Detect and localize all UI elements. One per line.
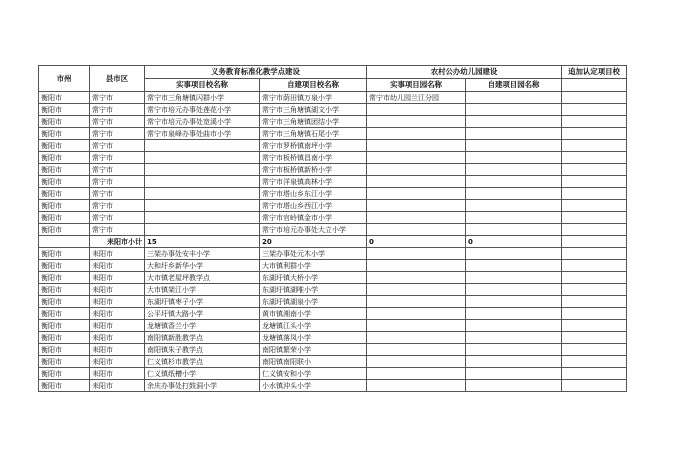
table-cell: 耒阳市 [90,284,145,296]
table-cell: 衡阳市 [39,104,90,116]
table-cell: 东湖圩镇湖泉小学 [260,296,367,308]
table-cell: 衡阳市 [39,152,90,164]
table-cell [145,152,260,164]
table-cell: 衡阳市 [39,380,90,392]
table-row [39,368,627,380]
table-cell: 15 [145,236,260,248]
table-cell [562,284,627,296]
table-cell: 常宁市三角塘镇闪群小学 [145,92,260,104]
table-row [39,200,627,212]
table-cell: 常宁市 [90,212,145,224]
table-cell [562,128,627,140]
table-cell [466,224,562,236]
table-row [39,332,627,344]
table-cell [562,224,627,236]
table-row [39,308,627,320]
table-cell [466,260,562,272]
table-cell: 常宁市板桥镇新桥小学 [260,164,367,176]
table-cell: 常宁市 [90,224,145,236]
table-cell [562,260,627,272]
table-cell [367,380,466,392]
table-cell: 常宁市幼儿园兰江分园 [367,92,466,104]
table-row [39,188,627,200]
table-cell: 龙塘镇香兰小学 [145,320,260,332]
table-cell: 大市镇架江小学 [145,284,260,296]
table-cell: 大市镇老屋坪教学点 [145,272,260,284]
table-cell [562,152,627,164]
table-cell: 三架办事处安丰小学 [145,248,260,260]
table-cell [466,332,562,344]
table-cell [562,272,627,284]
table-cell [466,296,562,308]
table-cell: 衡阳市 [39,332,90,344]
table-cell: 常宁市塔山乡东江小学 [260,188,367,200]
table-row [39,224,627,236]
table-cell: 常宁市 [90,176,145,188]
table-cell: 常宁市三角塘镇湖文小学 [260,104,367,116]
table-cell [367,248,466,260]
table-cell: 东湖圩镇大桥小学 [260,272,367,284]
table-cell: 衡阳市 [39,188,90,200]
table-cell: 衡阳市 [39,272,90,284]
table-cell: 常宁市 [90,188,145,200]
table-cell [466,368,562,380]
table-cell [145,164,260,176]
table-cell: 耒阳市 [90,308,145,320]
table-cell: 东湖圩镇枣子小学 [145,296,260,308]
header-practical-kg: 实事项目园名称 [367,79,466,92]
table-cell: 常宁市 [90,164,145,176]
table-cell [562,248,627,260]
table-row [39,140,627,152]
table-cell: 耒阳市 [90,272,145,284]
header-group-additional: 追加认定项目校 [562,66,627,79]
table-cell [562,176,627,188]
table-cell: 常宁市洋泉镇高林小学 [260,176,367,188]
table-cell: 常宁市 [90,128,145,140]
table-cell: 东湖圩镇湖唯小学 [260,284,367,296]
table-cell [562,188,627,200]
header-self-school: 自建项目校名称 [260,79,367,92]
table-cell: 常宁市板桥镇昌南小学 [260,152,367,164]
table-cell: 常宁市培元办事处大立小学 [260,224,367,236]
table-cell [145,140,260,152]
table-cell [367,188,466,200]
table-row [39,248,627,260]
table-cell [145,176,260,188]
table-cell [367,128,466,140]
table-cell: 衡阳市 [39,164,90,176]
table-cell [562,356,627,368]
table-cell: 常宁市荫田镇万泉小学 [260,92,367,104]
table-row [39,380,627,392]
table-cell [367,368,466,380]
table-row [39,128,627,140]
table-cell: 小水镇沖头小学 [260,380,367,392]
table-cell: 衡阳市 [39,368,90,380]
table-cell [367,320,466,332]
table-cell: 耒阳市 [90,344,145,356]
table-row [39,320,627,332]
table-cell [367,212,466,224]
table-cell [145,188,260,200]
table-row [39,344,627,356]
table-row [39,212,627,224]
table-cell: 衡阳市 [39,284,90,296]
header-additional-blank [562,79,627,92]
table-cell [367,308,466,320]
table-row [39,176,627,188]
table-cell [367,272,466,284]
table-cell: 常宁市泉峰办事处曲市小学 [145,128,260,140]
table-cell: 常宁市官岭镇金市小学 [260,212,367,224]
table-cell [466,128,562,140]
table-cell [466,188,562,200]
table-cell [562,140,627,152]
table-cell [562,368,627,380]
table-cell [562,344,627,356]
project-table [38,65,627,392]
header-city: 市州 [39,66,90,92]
table-cell [466,116,562,128]
table-cell: 耒阳市 [90,260,145,272]
table-cell [367,260,466,272]
table-cell: 耒阳市 [90,320,145,332]
table-row [39,272,627,284]
table-cell [562,116,627,128]
table-cell: 衡阳市 [39,212,90,224]
table-cell: 黄市镇湘南小学 [260,308,367,320]
table-cell: 仁义镇杉市教学点 [145,356,260,368]
table-cell: 常宁市 [90,116,145,128]
table-cell: 衡阳市 [39,260,90,272]
table-cell [562,332,627,344]
table-cell [562,104,627,116]
table-cell: 常宁市三角塘镇石尾小学 [260,128,367,140]
table-cell [145,212,260,224]
table-cell: 衡阳市 [39,320,90,332]
table-cell: 大市镇利群小学 [260,260,367,272]
table-cell [145,200,260,212]
header-self-kg: 自建项目园名称 [466,79,562,92]
table-cell: 大和圩乡新华小学 [145,260,260,272]
table-row [39,284,627,296]
table-cell [466,164,562,176]
table-cell: 衡阳市 [39,116,90,128]
table-cell [466,380,562,392]
table-row [39,164,627,176]
table-cell [367,152,466,164]
table-cell: 龙塘镇江头小学 [260,320,367,332]
table-cell [562,200,627,212]
table-cell: 衡阳市 [39,92,90,104]
table-cell: 耒阳市 [90,248,145,260]
table-cell [466,272,562,284]
table-cell [466,308,562,320]
table-cell [466,320,562,332]
table-row [39,152,627,164]
table-cell [562,320,627,332]
table-cell [367,224,466,236]
table-cell: 南阳镇新胜教学点 [145,332,260,344]
table-cell [562,164,627,176]
table-cell: 余庆办事处打鼓洞小学 [145,380,260,392]
header-group-kindergarten: 农村公办幼儿园建设 [367,66,562,79]
table-cell: 龙塘镇落凤小学 [260,332,367,344]
header-practical-school: 实事项目校名称 [145,79,260,92]
table-cell [466,176,562,188]
table-cell [367,176,466,188]
table-body [39,92,627,392]
table-cell: 20 [260,236,367,248]
table-cell: 衡阳市 [39,356,90,368]
table-cell [367,140,466,152]
table-cell: 衡阳市 [39,176,90,188]
table-cell: 常宁市塔山乡西江小学 [260,200,367,212]
table-cell: 耒阳市 [90,380,145,392]
table-cell: 南阳镇繁荣小学 [260,344,367,356]
table-cell [367,164,466,176]
table-cell [367,344,466,356]
table-cell: 常宁市三角塘镇团结小学 [260,116,367,128]
table-cell: 0 [367,236,466,248]
table-cell [466,140,562,152]
table-cell [562,380,627,392]
table-cell: 衡阳市 [39,200,90,212]
table-cell: 衡阳市 [39,224,90,236]
table-cell: 仁义镇安和小学 [260,368,367,380]
table-cell [145,224,260,236]
table-row [39,104,627,116]
table-cell: 南阳镇南阳联小 [260,356,367,368]
table-cell: 耒阳市 [90,356,145,368]
table-cell [367,200,466,212]
table-row [39,356,627,368]
table-cell: 衡阳市 [39,140,90,152]
table-cell: 常宁市 [90,104,145,116]
table-row [39,296,627,308]
header-county: 县市区 [90,66,145,92]
table-cell [466,152,562,164]
table-cell [562,236,627,248]
table-cell: 耒阳市 [90,296,145,308]
table-cell [466,344,562,356]
table-row [39,92,627,104]
table-cell [562,92,627,104]
table-cell [466,104,562,116]
table-cell: 常宁市培元办事处宽溪小学 [145,116,260,128]
table-cell: 公平圩镇大路小学 [145,308,260,320]
table-cell: 衡阳市 [39,308,90,320]
table-cell [367,284,466,296]
table-cell [562,308,627,320]
table-cell: 南阳镇朱子教学点 [145,344,260,356]
table-cell [466,356,562,368]
table-cell: 常宁市 [90,152,145,164]
table-cell: 常宁市罗桥镇南坪小学 [260,140,367,152]
table-row [39,116,627,128]
table-cell: 常宁市培元办事处莲花小学 [145,104,260,116]
table-cell [39,236,90,248]
table-cell: 衡阳市 [39,128,90,140]
table-cell [367,356,466,368]
table-cell: 常宁市 [90,140,145,152]
table-cell: 常宁市 [90,92,145,104]
table-cell: 耒阳市 [90,332,145,344]
table-cell [367,296,466,308]
table-cell: 三架办事处元木小学 [260,248,367,260]
table-cell [466,200,562,212]
table-cell: 衡阳市 [39,296,90,308]
table-cell: 耒阳市小计 [90,236,145,248]
table-cell: 衡阳市 [39,344,90,356]
table-cell: 耒阳市 [90,368,145,380]
table-cell [466,248,562,260]
table-cell [367,332,466,344]
table-row [39,260,627,272]
table-cell [562,296,627,308]
table-cell: 0 [466,236,562,248]
table-cell [466,92,562,104]
table-cell [562,212,627,224]
table-cell: 仁义镇纸槽小学 [145,368,260,380]
header-group-compulsory: 义务教育标准化教学点建设 [145,66,367,79]
table-cell: 衡阳市 [39,248,90,260]
subtotal-row [39,236,627,248]
table-cell [466,284,562,296]
table-cell [466,212,562,224]
table-cell [367,104,466,116]
table-cell: 常宁市 [90,200,145,212]
table-cell [367,116,466,128]
